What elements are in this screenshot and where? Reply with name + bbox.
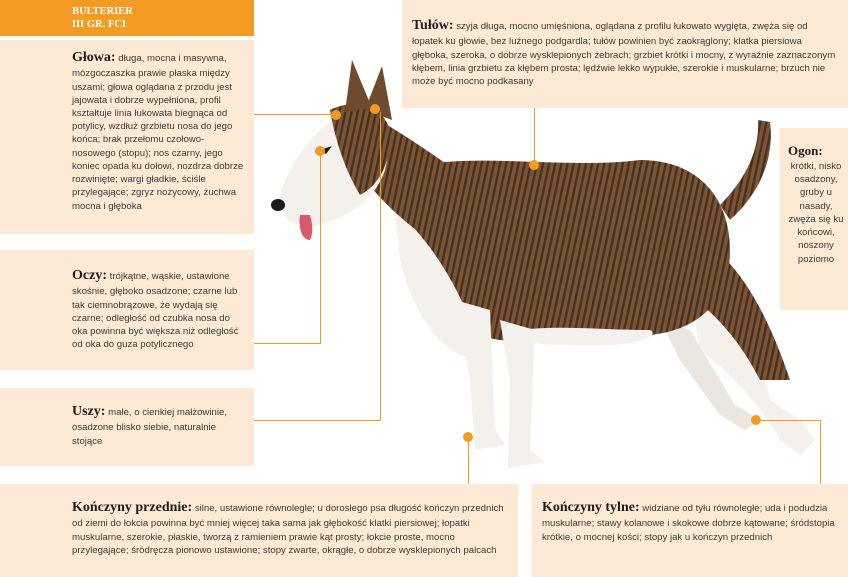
section-title: Uszy:: [72, 404, 106, 419]
leader-line-tulow: [534, 108, 535, 164]
leader-line-glowa: [254, 114, 336, 115]
section-glowa: [0, 40, 254, 234]
marker-tylne: [751, 415, 761, 425]
leader-line-oczy: [254, 343, 320, 344]
section-konczyny-przednie: [0, 484, 518, 577]
section-title: Ogon:: [788, 143, 823, 158]
leader-line-tylne-v: [820, 420, 821, 484]
section-text: małe, o cienkiej małżowinie, osadzone blisko siebie, naturalnie stojące: [72, 407, 228, 447]
leader-line-przednie: [468, 440, 469, 484]
section-text: trójkątne, wąskie, ustawione skośnie, głęboko osadzone; czarne lub tak ciemnobrązowe, że wydają się czarne; odległość od czubka nosa do oka powinna być większa niż odległość od oka do guza potylicznego: [72, 271, 239, 351]
section-text: widziane od tyłu równoległe; uda i podudzia muskularne; stawy kolanowe i skokowe dobrze kątowane; śródstopia krótkie, o mocnej kości; stopy jak u kończyn przednich: [542, 503, 835, 543]
breed-group: III GR. FCI: [72, 19, 126, 31]
marker-tulow: [529, 160, 539, 170]
section-konczyny-tylne: [532, 484, 848, 577]
section-oczy: [0, 250, 254, 370]
breed-header: [0, 0, 254, 36]
marker-glowa: [331, 110, 341, 120]
section-uszy: [0, 388, 254, 466]
section-title: Kończyny tylne:: [542, 500, 640, 515]
section-text: szyja długa, mocno umięśniona, oglądana z profilu łukowato wygięta, zwęża się od łopatek ku głowie, bez luźnego podgardla; tułów powinien być zaokrąglony; klatka piersiowa głęboka, szeroka, o dobrze wysklepionych żebrach; grzbiet krótki i mocny, z wyraźnie zaznaczonym kłębem, linia grzbietu za kłębem prosta; lędźwie lekko wypukłe, szerokie i muskularne; brzuch nie może być mocno podkasany: [412, 21, 836, 88]
breed-name: BULTERIER: [72, 6, 133, 17]
marker-przednie: [463, 432, 473, 442]
leader-line-tylne: [760, 420, 820, 421]
leader-line-uszy-v: [380, 112, 381, 420]
section-text: krótki, nisko osadzony, gruby u nasady, zwęża się ku końcowi, noszony poziomo: [788, 160, 844, 265]
section-title: Oczy:: [72, 268, 107, 283]
section-title: Głowa:: [72, 50, 116, 65]
leader-line-uszy: [254, 420, 380, 421]
marker-oczy: [315, 146, 325, 156]
section-text: długa, mocna i masywna, mózgoczaszka prawie płaska między uszami; głowa oglądana z przodu jest jajowata i dobrze wypełniona, profil kształtuje linia łukowata biegnąca od potylicy, wzdłuż grzbietu nosa do jego końca; brak przełomu czołowo-nosowego (stopu); nos czarny, jego koniec opada ku dołowi, nozdrza dobrze rozwinięte; wargi gładkie, ściśle przylegające; zgryz nożycowy, żuchwa mocna i głęboka: [72, 53, 244, 212]
leader-line-oczy-v: [320, 154, 321, 344]
section-tulow: [402, 0, 848, 108]
section-title: Kończyny przednie:: [72, 500, 193, 515]
section-title: Tułów:: [412, 18, 454, 33]
section-ogon: [780, 128, 848, 310]
marker-uszy: [370, 104, 380, 114]
section-text: silne, ustawione równolegle; u dorosłego psa długość kończyn przednich od ziemi do łokcia powinna być mniej więcej taka sama jak głębokość klatki piersiowej; łopatki muskularne, szerokie, płaskie, tworzą z ramieniem prawie kąt prosty; łokcie proste, mocno przylegające; śródręcza pionowo ustawione; stopy zwarte, okrągłe, o dobrze wysklepionych palcach: [72, 503, 504, 556]
